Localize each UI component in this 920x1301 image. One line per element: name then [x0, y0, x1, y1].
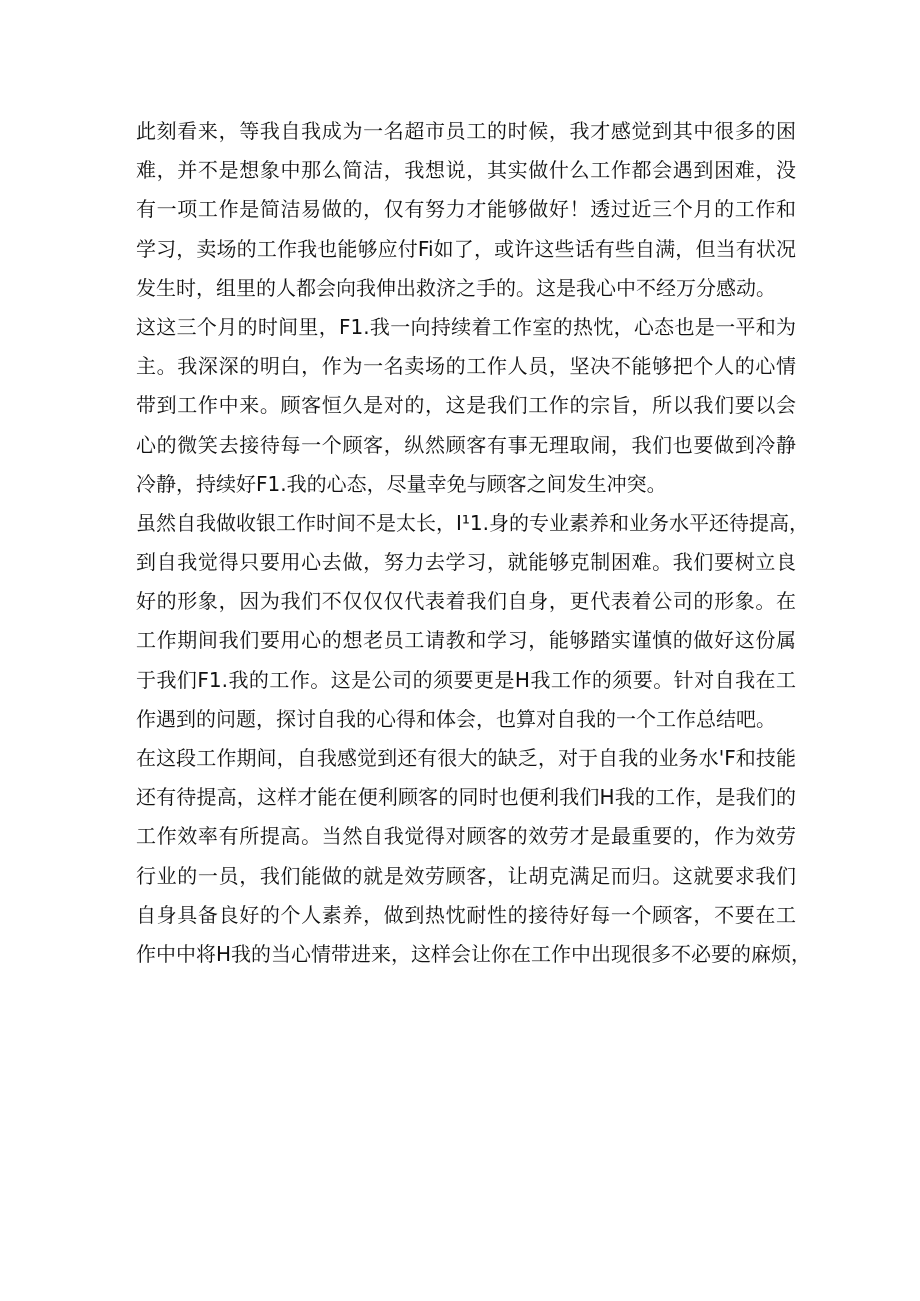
text-line: 作中中将H我的当心情带进来，这样会让你在工作中出现很多不必要的麻烦， — [136, 941, 812, 966]
text-line: 好的形象，因为我们不仅仅仅代表着我们自身，更代表着公司的形象。在 — [136, 589, 796, 614]
text-line: 难，并不是想象中那么简洁，我想说，其实做什么工作都会遇到困难，没 — [136, 158, 796, 183]
text-line: 虽然自我做收银工作时间不是太长，I¹1.身的专业素养和业务水平还待提高， — [136, 510, 809, 535]
text-line: 主。我深深的明白，作为一名卖场的工作人员，坚决不能够把个人的心情 — [136, 354, 796, 379]
body-text — [136, 112, 812, 974]
text-line: 行业的一员，我们能做的就是效劳顾客，让胡克满足而归。这就要求我们 — [136, 863, 796, 888]
text-line: 带到工作中来。顾客恒久是对的，这是我们工作的宗旨，所以我们要以会 — [136, 393, 796, 418]
text-line: 自身具备良好的个人素养，做到热忱耐性的接待好每一个顾客，不要在工 — [136, 902, 796, 927]
text-line: 冷静，持续好F1.我的心态，尽量幸免与顾客之间发生冲突。 — [136, 471, 667, 496]
text-line: 发生时，组里的人都会向我伸出救济之手的。这是我心中不经万分感动。 — [136, 275, 776, 300]
text-line: 工作效率有所提高。当然自我觉得对顾客的效劳才是最重要的，作为效劳 — [136, 824, 796, 849]
text-line: 心的微笑去接待每一个顾客，纵然顾客有事无理取闹，我们也要做到冷静 — [136, 432, 796, 457]
text-line: 在这段工作期间，自我感觉到还有很大的缺乏，对于自我的业务水'F和技能 — [136, 746, 796, 770]
text-line: 此刻看来，等我自我成为一名超市员工的时候，我才感觉到其中很多的困 — [136, 119, 796, 143]
text-line: 于我们F1.我的工作。这是公司的须要更是H我工作的须要。针对自我在工 — [136, 667, 796, 692]
text-line: 有一项工作是简洁易做的，仅有努力才能够做好！透过近三个月的工作和 — [136, 197, 796, 222]
text-line: 还有待提高，这样才能在便利顾客的同时也便利我们H我的工作，是我们的 — [136, 785, 796, 810]
text-line: 工作期间我们要用心的想老员工请教和学习，能够踏实谨慎的做好这份属 — [136, 628, 796, 653]
text-line: 作遇到的问题，探讨自我的心得和体会，也算对自我的一个工作总结吧。 — [136, 706, 776, 731]
text-line: 到自我觉得只要用心去做，努力去学习，就能够克制困难。我们要树立良 — [136, 550, 796, 575]
text-line: 学习，卖场的工作我也能够应付Fi如了，或许这些话有些自满，但当有状况 — [136, 236, 796, 261]
text-line: 这这三个月的时间里，F1.我一向持续着工作室的热忱，心态也是一平和为 — [136, 314, 796, 339]
